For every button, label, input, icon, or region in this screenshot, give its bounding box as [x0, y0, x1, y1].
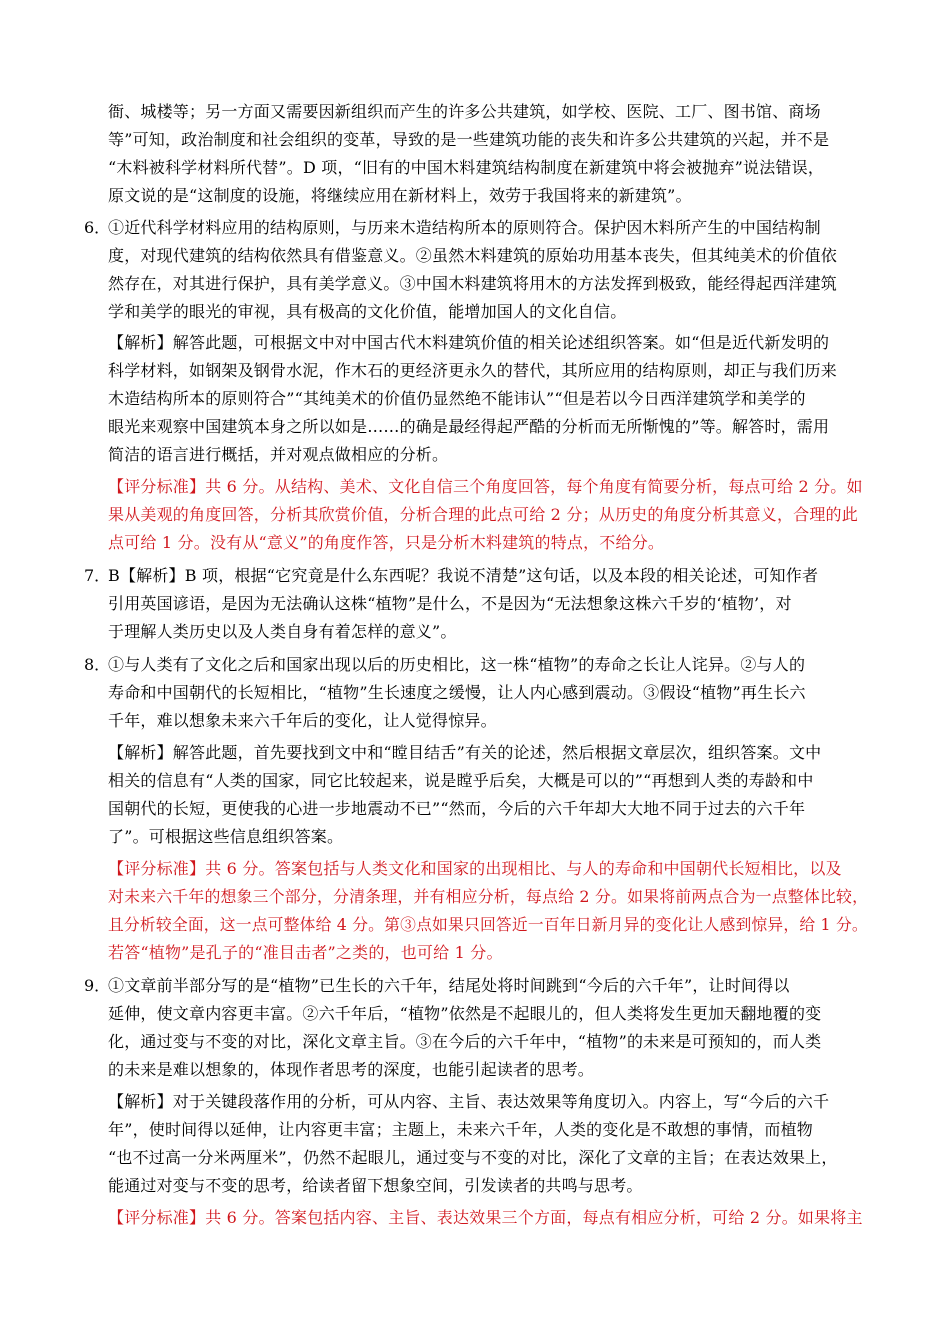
q8-scoring-line: 对未来六千年的想象三个部分，分清条理，并有相应分析，每点给 2 分。如果将前两点合为一点整体比较， — [108, 887, 869, 906]
q9-answer-line: ①文章前半部分写的是“植物”已生长的六千年，结尾处将时间跳到“今后的六千年”，让时间得以 — [108, 976, 790, 995]
question-number-8: 8． — [84, 655, 111, 674]
continuation-line: 原文说的是“这制度的设施，将继续应用在新材料上，效劳于我国将来的新建筑”。 — [108, 186, 692, 205]
q8-answer-line: 千年，难以想象未来六千年后的变化，让人觉得惊异。 — [108, 711, 497, 730]
q8-analysis-line: 相关的信息有“人类的国家，同它比较起来，说是瞠乎后矣，大概是可以的”“再想到人类的寿龄和中 — [108, 771, 814, 790]
q6-analysis-line: 科学材料，如钢架及钢骨水泥，作木石的更经济更永久的替代，其所应用的结构原则，却正与我们历来 — [108, 361, 838, 380]
q9-analysis-line: “也不过高一分米两厘米”，仍然不起眼儿，通过变与不变的对比，深化了文章的主旨；在表达效果上， — [108, 1148, 838, 1167]
q8-scoring-line: 若答“植物”是孔子的“准目击者”之类的，也可给 1 分。 — [108, 943, 503, 962]
q8-analysis-line: 国朝代的长短，更使我的心进一步地震动不已”“然而，今后的六千年却大大地不同于过去的六千年 — [108, 799, 806, 818]
q8-answer-line: 寿命和中国朝代的长短相比，“植物”生长速度之缓慢，让人内心感到震动。③假设“植物”再生长六 — [108, 683, 806, 702]
question-number-6: 6． — [84, 218, 111, 237]
q9-scoring-line: 【评分标准】共 6 分。答案包括内容、主旨、表达效果三个方面，每点有相应分析，可给 2 分。如果将主 — [108, 1208, 863, 1227]
q6-answer-line: 然存在，对其进行保护，具有美学意义。③中国木料建筑将用木的方法发挥到极致，能经得起西洋建筑 — [108, 274, 838, 293]
q6-analysis-line: 眼光来观察中国建筑本身之所以如是……的确是最经得起严酷的分析而无所惭愧的”等。解答时，需用 — [108, 417, 830, 436]
q8-analysis-line: 【解析】解答此题，首先要找到文中和“瞠目结舌”有关的论述，然后根据文章层次，组织答案。文中 — [108, 743, 822, 762]
continuation-line: 等”可知，政治制度和社会组织的变革，导致的是一些建筑功能的丧失和许多公共建筑的兴起，并不是 — [108, 130, 830, 149]
q6-scoring-line: 【评分标准】共 6 分。从结构、美术、文化自信三个角度回答，每个角度有简要分析，每点可给 2 分。如 — [108, 477, 863, 496]
q9-answer-line: 延伸，使文章内容更丰富。②六千年后，“植物”依然是不起眼儿的，但人类将发生更加天翻地覆的变 — [108, 1004, 822, 1023]
q9-analysis-line: 能通过对变与不变的思考，给读者留下想象空间，引发读者的共鸣与思考。 — [108, 1176, 643, 1195]
continuation-line: 衙、城楼等；另一方面又需要因新组织而产生的许多公共建筑，如学校、医院、工厂、图书馆、商场 — [108, 102, 821, 121]
question-number-9: 9． — [84, 976, 111, 995]
q9-analysis-line: 【解析】对于关键段落作用的分析，可从内容、主旨、表达效果等角度切入。内容上，写“今后的六千 — [108, 1092, 830, 1111]
q9-analysis-line: 年”，使时间得以延伸，让内容更丰富；主题上，未来六千年，人类的变化是不敢想的事情，而植物 — [108, 1120, 813, 1139]
q7-line: B【解析】B 项，根据“它究竟是什么东西呢？我说不清楚”这句话，以及本段的相关论述，可知作者 — [108, 566, 819, 585]
q8-answer-line: ①与人类有了文化之后和国家出现以后的历史相比，这一株“植物”的寿命之长让人诧异。②与人的 — [108, 655, 806, 674]
q6-analysis-line: 【解析】解答此题，可根据文中对中国古代木料建筑价值的相关论述组织答案。如“但是近代新发明的 — [108, 333, 830, 352]
q9-answer-line: 化，通过变与不变的对比，深化文章主旨。③在今后的六千年中，“植物”的未来是可预知的，而人类 — [108, 1032, 822, 1051]
q8-analysis-line: 了”。可根据这些信息组织答案。 — [108, 827, 344, 846]
q6-scoring-line: 果从美观的角度回答，分析其欣赏价值，分析合理的此点可给 2 分；从历史的角度分析其意义，合理的此 — [108, 505, 858, 524]
q8-scoring-line: 且分析较全面，这一点可整体给 4 分。第③点如果只回答近一百年日新月异的变化让人感到惊异，给 1 分。 — [108, 915, 868, 934]
q7-line: 引用英国谚语，是因为无法确认这株“植物”是什么，不是因为“无法想象这株六千岁的‘植物’，对 — [108, 594, 792, 613]
q8-scoring-line: 【评分标准】共 6 分。答案包括与人类文化和国家的出现相比、与人的寿命和中国朝代长短相比，以及 — [108, 859, 842, 878]
q6-answer-line: 学和美学的眼光的审视，具有极高的文化价值，能增加国人的文化自信。 — [108, 302, 627, 321]
q6-analysis-line: 简洁的语言进行概括，并对观点做相应的分析。 — [108, 445, 449, 464]
q9-answer-line: 的未来是难以想象的，体现作者思考的深度，也能引起读者的思考。 — [108, 1060, 595, 1079]
q6-answer-line: 度，对现代建筑的结构依然具有借鉴意义。②虽然木料建筑的原始功用基本丧失，但其纯美术的价值依 — [108, 246, 838, 265]
q6-analysis-line: 木造结构所本的原则符合”“其纯美术的价值仍显然绝不能讳认”“但是若以今日西洋建筑学和美学的 — [108, 389, 806, 408]
question-number-7: 7． — [84, 566, 111, 585]
continuation-line: “木料被科学材料所代替”。D 项，“旧有的中国木料建筑结构制度在新建筑中将会被抛弃”说法错误， — [108, 158, 825, 177]
q6-scoring-line: 点可给 1 分。没有从“意义”的角度作答，只是分析木料建筑的特点，不给分。 — [108, 533, 665, 552]
q6-answer-line: ①近代科学材料应用的结构原则，与历来木造结构所本的原则符合。保护因木料所产生的中国结构制 — [108, 218, 821, 237]
q7-line: 于理解人类历史以及人类自身有着怎样的意义”。 — [108, 622, 457, 641]
